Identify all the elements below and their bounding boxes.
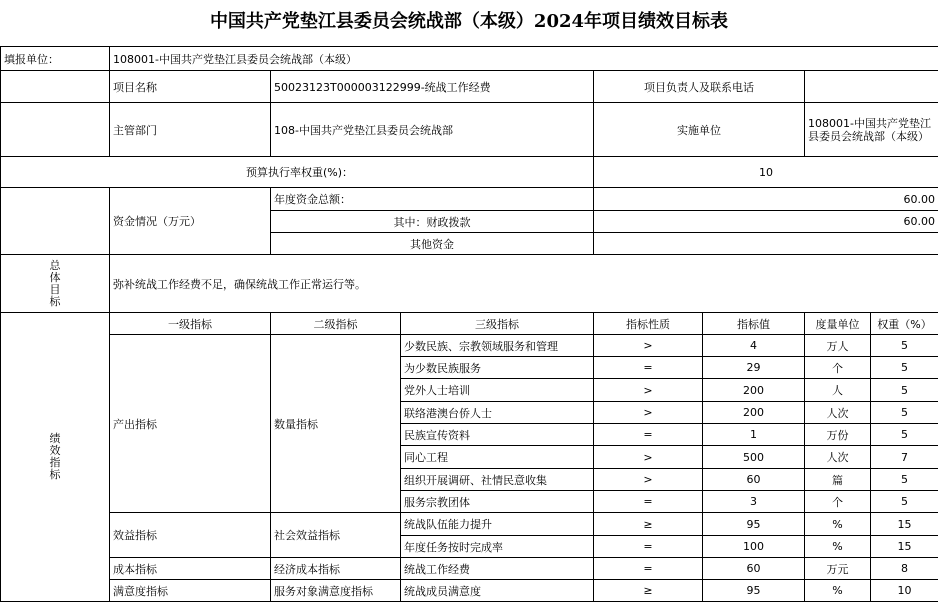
page-title: 中国共产党垫江县委员会统战部（本级）2024年项目绩效目标表 [209,11,729,32]
goal-label [1,255,110,313]
indicator-op: > [594,335,703,357]
performance-table [0,70,938,602]
dept-value: 108-中国共产党垫江县委员会统战部 [271,103,594,157]
indicator-op: > [594,446,703,469]
header-value: 指标值 [703,313,805,335]
header-nature: 指标性质 [594,313,703,335]
indicator-weight: 5 [871,469,938,491]
indicator-op: = [594,357,703,379]
indicator-name: 组织开展调研、社情民意收集 [401,469,594,491]
budget-weight-label: 预算执行率权重(%)： [1,157,594,188]
indicator-name: 联络港澳台侨人士 [401,402,594,424]
indicator-weight: 8 [871,558,938,580]
level2-output: 数量指标 [271,335,401,513]
indicator-value: 60 [703,469,805,491]
indicator-name: 服务宗教团体 [401,491,594,513]
indicator-unit: 万份 [805,424,871,446]
responsible-value [805,71,938,103]
indicator-weight: 5 [871,335,938,357]
fund-other-label: 其他资金 [271,233,594,255]
indicator-value: 200 [703,402,805,424]
table-row [1,558,938,580]
table-row [1,580,938,602]
fund-fiscal-label: 其中：财政拨款 [271,211,594,233]
indicator-unit: 万元 [805,558,871,580]
indicator-value: 100 [703,536,805,558]
project-name-label: 项目名称 [110,71,271,103]
indicator-unit: % [805,513,871,536]
level2-satisfaction: 服务对象满意度指标 [271,580,401,602]
indicator-weight: 10 [871,580,938,602]
goal-label-text: 总体目标 [49,258,61,308]
fund-other-value [594,233,938,255]
fund-total-label: 年度资金总额： [271,188,594,211]
project-name-value: 50023123T000003122999-统战工作经费 [271,71,594,103]
header-level3: 三级指标 [401,313,594,335]
indicator-weight: 5 [871,357,938,379]
indicator-name: 党外人士培训 [401,379,594,402]
indicator-value: 1 [703,424,805,446]
perf-label [1,313,110,602]
indicator-value: 95 [703,513,805,536]
table-row [1,335,938,357]
indicator-unit: 个 [805,357,871,379]
indicator-op: = [594,558,703,580]
header-level1: 一级指标 [110,313,271,335]
indicator-op: > [594,379,703,402]
indicator-value: 95 [703,580,805,602]
table-row [1,513,938,536]
unit-table [0,46,938,71]
indicator-weight: 5 [871,402,938,424]
unit-label: 填报单位： [1,47,110,71]
indicator-value: 60 [703,558,805,580]
indicator-op: ≥ [594,513,703,536]
goal-text: 弥补统战工作经费不足，确保统战工作正常运行等。 [110,255,938,313]
level2-benefit: 社会效益指标 [271,513,401,558]
header-weight: 权重（%） [871,313,938,335]
impl-label: 实施单位 [594,103,805,157]
indicator-op: > [594,469,703,491]
fund-total-value: 60.00 [594,188,938,211]
indicator-op: = [594,536,703,558]
indicator-unit: % [805,580,871,602]
perf-label-text: 绩效指标 [49,432,61,481]
indicator-weight: 15 [871,513,938,536]
header-level2: 二级指标 [271,313,401,335]
fund-fiscal-value: 60.00 [594,211,938,233]
indicator-name: 同心工程 [401,446,594,469]
indicator-unit: % [805,536,871,558]
indicator-op: > [594,402,703,424]
indicator-op: = [594,491,703,513]
indicator-unit: 人 [805,379,871,402]
indicator-weight: 5 [871,379,938,402]
indicator-unit: 人次 [805,402,871,424]
indicator-name: 少数民族、宗教领域服务和管理 [401,335,594,357]
level1-satisfaction: 满意度指标 [110,580,271,602]
header-unit: 度量单位 [805,313,871,335]
level1-cost: 成本指标 [110,558,271,580]
indicator-name: 年度任务按时完成率 [401,536,594,558]
indicator-value: 4 [703,335,805,357]
impl-value: 108001-中国共产党垫江县委员会统战部（本级） [805,103,938,157]
indicator-op: = [594,424,703,446]
indicator-weight: 15 [871,536,938,558]
indicator-value: 500 [703,446,805,469]
dept-label: 主管部门 [110,103,271,157]
indicator-unit: 人次 [805,446,871,469]
level1-output: 产出指标 [110,335,271,513]
indicator-name: 为少数民族服务 [401,357,594,379]
indicator-name: 统战队伍能力提升 [401,513,594,536]
indicator-unit: 万人 [805,335,871,357]
level2-cost: 经济成本指标 [271,558,401,580]
indicator-name: 民族宣传资料 [401,424,594,446]
indicator-name: 统战工作经费 [401,558,594,580]
responsible-label: 项目负责人及联系电话 [594,71,805,103]
indicator-weight: 5 [871,424,938,446]
indicator-value: 3 [703,491,805,513]
indicator-weight: 7 [871,446,938,469]
indicator-op: ≥ [594,580,703,602]
indicator-unit: 篇 [805,469,871,491]
indicator-name: 统战成员满意度 [401,580,594,602]
fund-label: 资金情况（万元） [110,188,271,255]
unit-value: 108001-中国共产党垫江县委员会统战部（本级） [110,47,938,71]
level1-benefit: 效益指标 [110,513,271,558]
indicator-unit: 个 [805,491,871,513]
indicator-value: 29 [703,357,805,379]
budget-weight-value: 10 [594,157,938,188]
indicator-value: 200 [703,379,805,402]
indicator-weight: 5 [871,491,938,513]
